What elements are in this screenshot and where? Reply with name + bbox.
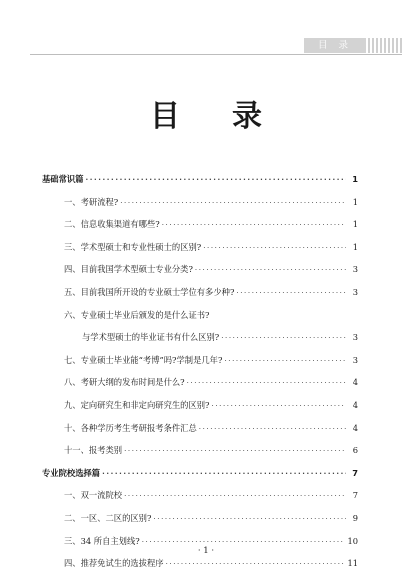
- toc-page-number: 1: [352, 219, 358, 230]
- toc-leader-dots: [187, 372, 346, 395]
- toc-page-number: 4: [352, 377, 358, 388]
- toc-page-number: 11: [347, 558, 358, 569]
- header-stripes: [368, 38, 402, 53]
- toc-leader-dots: [212, 395, 347, 418]
- toc-entry-label: 十、各种学历考生考研报考条件汇总: [64, 422, 197, 433]
- toc-leader-dots: [166, 553, 346, 576]
- toc-page-number: 7: [352, 467, 358, 478]
- toc-entry-label: 四、目前我国学术型硕士专业分类?: [64, 264, 193, 275]
- toc-entry-row[interactable]: [42, 439, 358, 462]
- toc-page-number: 3: [352, 354, 358, 365]
- toc-entry-label: 七、专业硕士毕业能“考博”吗?学制是几年?: [64, 354, 223, 365]
- toc-leader-dots: [124, 440, 346, 463]
- toc-entry-row[interactable]: [42, 484, 358, 507]
- toc-entry-label: 二、一区、二区的区别?: [64, 512, 152, 523]
- toc-leader-dots: [162, 214, 346, 237]
- table-of-contents: [42, 168, 358, 575]
- toc-entry-label: 二、信息收集渠道有哪些?: [64, 219, 160, 230]
- footer-page-number: · 1 ·: [197, 546, 215, 556]
- toc-entry-row[interactable]: [42, 213, 358, 236]
- toc-page-number: 6: [352, 445, 358, 456]
- toc-page-number: 1: [352, 174, 358, 184]
- toc-leader-dots: [102, 463, 346, 486]
- toc-entry-row[interactable]: [42, 371, 358, 394]
- toc-leader-dots: [221, 327, 346, 350]
- toc-entry-label: 十一、报考类别: [64, 445, 123, 456]
- toc-entry-row[interactable]: [42, 417, 358, 440]
- toc-entry-row[interactable]: [42, 326, 358, 349]
- toc-entry-label: 四、推荐免试生的选拔程序: [64, 558, 164, 569]
- toc-entry-row[interactable]: [42, 507, 358, 530]
- toc-section-row[interactable]: [42, 462, 358, 485]
- toc-page-number: 7: [352, 490, 358, 501]
- toc-leader-dots: [86, 169, 347, 192]
- toc-entry-label: 八、考研大纲的发布时间是什么?: [64, 377, 185, 388]
- toc-leader-dots: [195, 259, 346, 282]
- toc-entry-label: 一、双一流院校: [64, 490, 123, 501]
- toc-page-number: 3: [352, 286, 358, 297]
- toc-entry-row[interactable]: [42, 258, 358, 281]
- header-rule: [30, 54, 402, 55]
- toc-entry-label: 三、学术型硕士和专业性硕士的区别?: [64, 241, 202, 252]
- toc-leader-dots: [153, 508, 346, 531]
- toc-entry-row[interactable]: [42, 236, 358, 259]
- toc-entry-label: 三、34 所自主划线?: [64, 535, 140, 546]
- toc-page-number: 3: [352, 264, 358, 275]
- toc-entry-row[interactable]: [42, 281, 358, 304]
- toc-entry-label: 专业院校选择篇: [42, 467, 101, 478]
- page-title: 目录: [150, 99, 314, 134]
- toc-leader-dots: [199, 418, 346, 441]
- toc-page-number: 9: [352, 512, 358, 523]
- toc-leader-dots: [124, 485, 346, 508]
- toc-section-row[interactable]: [42, 168, 358, 191]
- toc-page-number: 10: [347, 535, 358, 546]
- toc-entry-row[interactable]: [42, 191, 358, 214]
- toc-entry-label: 六、专业硕士毕业后颁发的是什么证书?: [64, 309, 210, 320]
- toc-page-number: 4: [352, 422, 358, 433]
- toc-entry-label: 五、目前我国所开设的专业硕士学位有多少种?: [64, 286, 235, 297]
- toc-entry-row[interactable]: [42, 304, 358, 327]
- toc-page-number: 3: [352, 332, 358, 343]
- header-tab: 目 录: [304, 38, 366, 53]
- toc-leader-dots: [203, 237, 346, 260]
- toc-entry-label: 一、考研流程?: [64, 196, 119, 207]
- toc-leader-dots: [224, 350, 346, 373]
- toc-page-number: 4: [352, 399, 358, 410]
- toc-entry-label: 九、定向研究生和非定向研究生的区别?: [64, 399, 210, 410]
- toc-leader-dots: [236, 282, 346, 305]
- toc-leader-dots: [120, 192, 346, 215]
- toc-entry-label: 基础常识篇: [42, 174, 84, 184]
- toc-entry-label: 与学术型硕士的毕业证书有什么区别?: [82, 332, 220, 343]
- toc-entry-row[interactable]: [42, 394, 358, 417]
- toc-page-number: 1: [352, 241, 358, 252]
- toc-page-number: 1: [352, 196, 358, 207]
- toc-entry-row[interactable]: [42, 349, 358, 372]
